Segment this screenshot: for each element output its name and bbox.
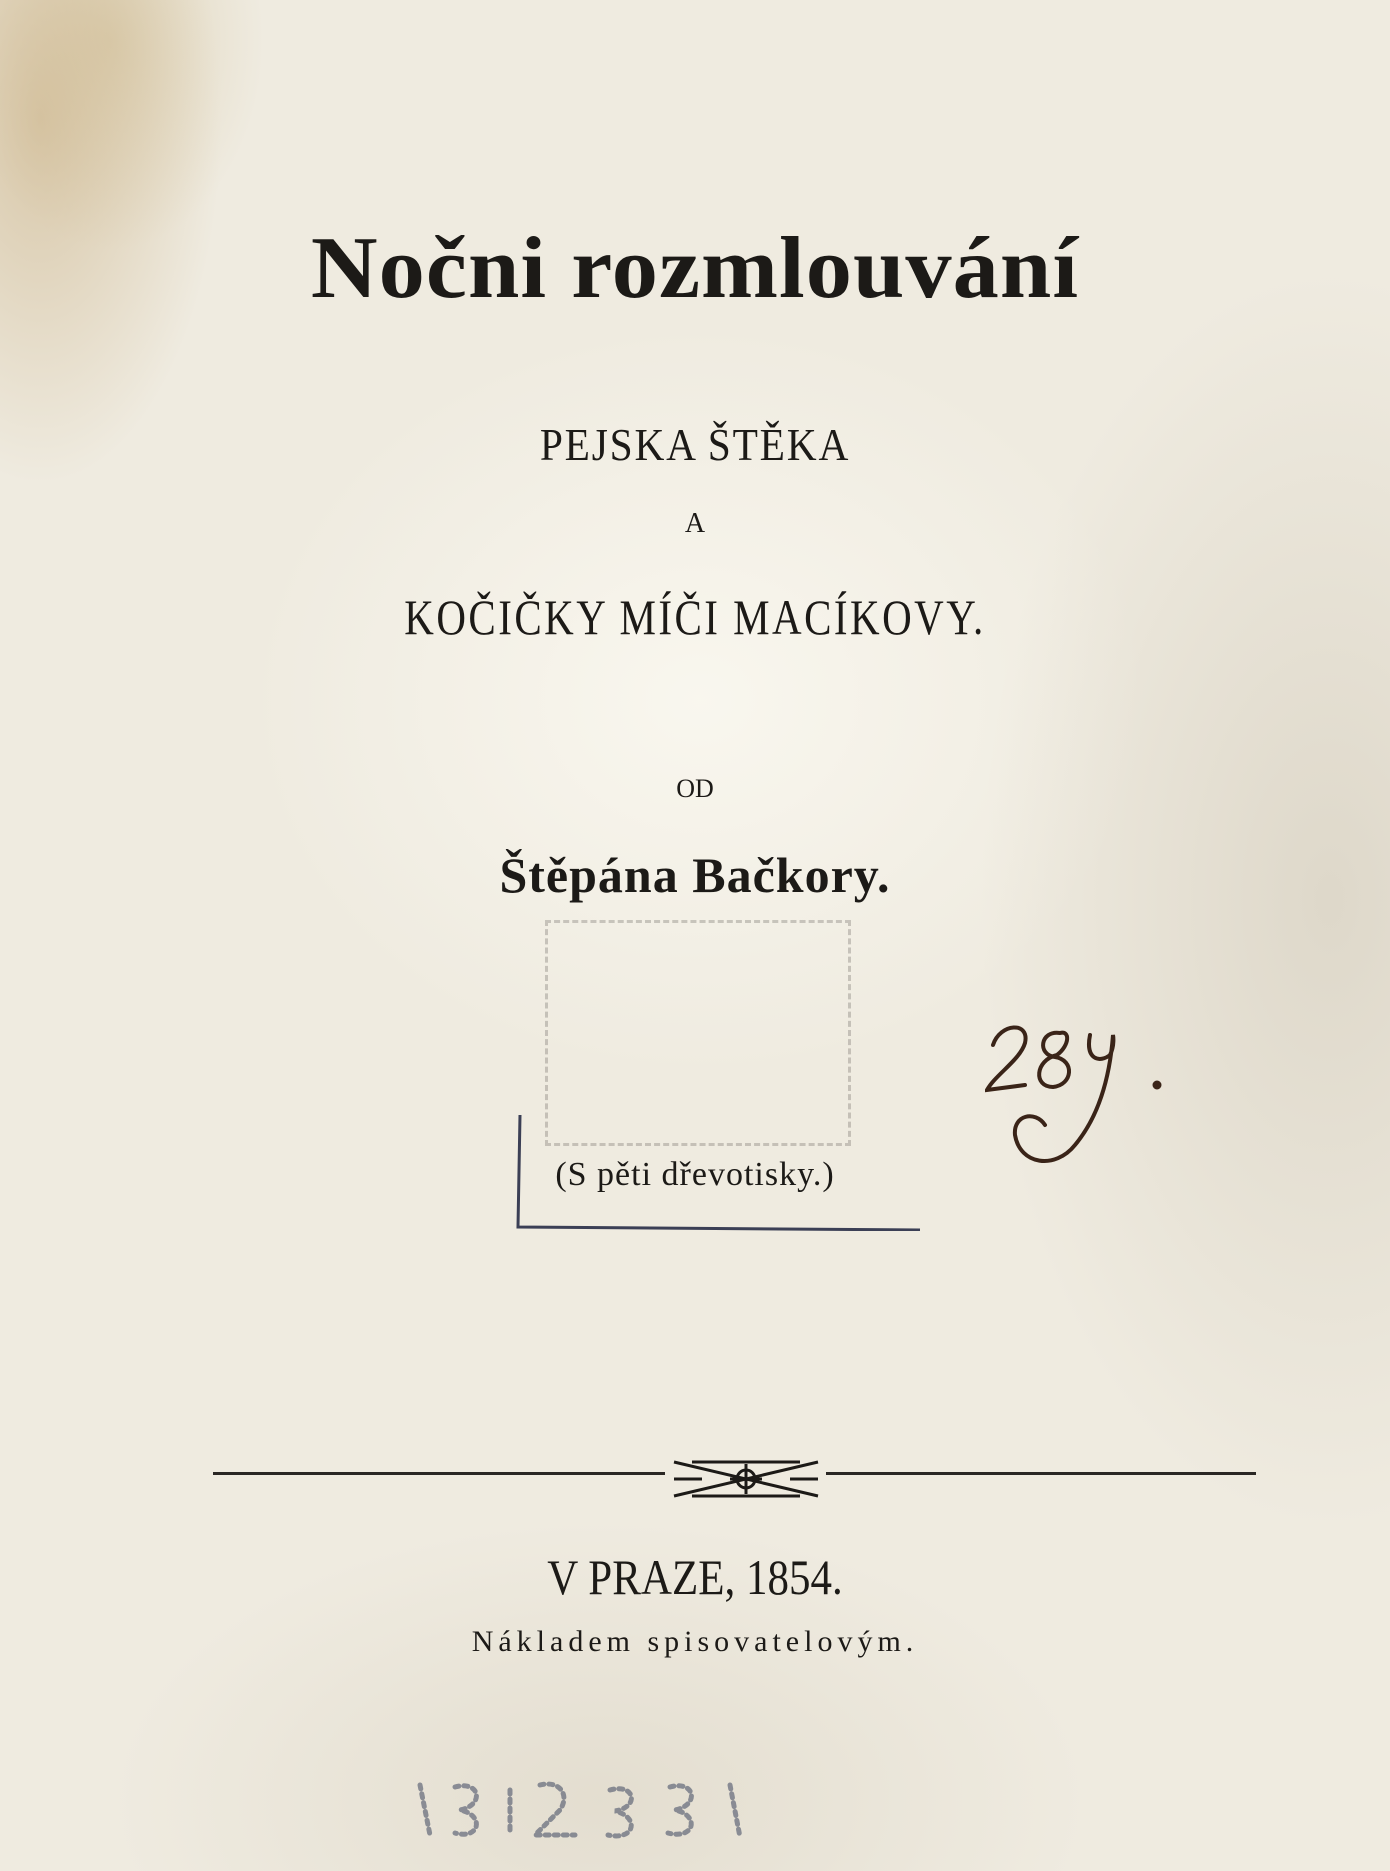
shelf-mark-stamp — [410, 1765, 770, 1845]
subtitle-line-2: A — [684, 508, 706, 539]
divider-rule-left — [213, 1472, 665, 1475]
book-title: Nočni rozmlouvání — [310, 220, 1080, 317]
library-stamp — [545, 920, 851, 1146]
subtitle-line-3: KOČIČKY MÍČI MACÍKOVY. — [404, 589, 986, 645]
subtitle-line-1: PEJSKA ŠTĚKA — [539, 419, 851, 470]
handwritten-number — [985, 1015, 1165, 1185]
divider-rule-right — [826, 1472, 1256, 1475]
by-label: OD — [676, 774, 714, 803]
illustrations-note: (S pěti dřevotisky.) — [555, 1156, 835, 1193]
place-year: V PRAZE, 1854. — [547, 1549, 843, 1605]
ornament-icon — [672, 1458, 820, 1500]
publisher-line: Nákladem spisovatelovým. — [471, 1625, 919, 1658]
author-name: Štěpána Bačkory. — [499, 847, 891, 903]
